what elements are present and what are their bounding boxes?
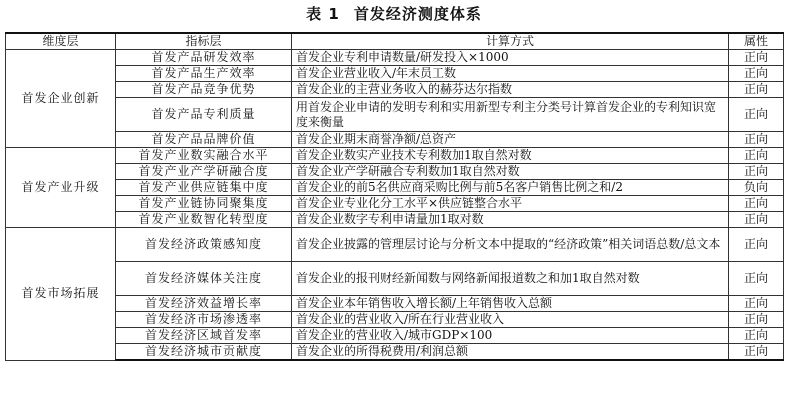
attribute-cell: 正向 (729, 132, 784, 148)
measurement-table (5, 32, 784, 361)
indicator-cell: 首发产业数实融合水平 (116, 148, 292, 164)
attribute-cell: 正向 (729, 328, 784, 344)
attribute-cell: 正向 (729, 312, 784, 328)
method-cell: 首发企业的营业收入/所在行业营业收入 (292, 312, 729, 328)
attribute-cell: 正向 (729, 344, 784, 361)
indicator-cell: 首发经济城市贡献度 (116, 344, 292, 361)
table-row (6, 328, 784, 344)
indicator-cell: 首发产品生产效率 (116, 66, 292, 82)
attribute-cell: 正向 (729, 164, 784, 180)
attribute-cell: 正向 (729, 196, 784, 212)
attribute-cell: 正向 (729, 296, 784, 312)
method-cell: 首发企业专业化分工水平×供应链整合水平 (292, 196, 729, 212)
table-row (6, 212, 784, 228)
method-cell: 首发企业的报刊财经新闻数与网络新闻报道数之和加1取自然对数 (292, 262, 729, 296)
table-row (6, 344, 784, 361)
table-row (6, 98, 784, 132)
indicator-cell: 首发产品竞争优势 (116, 82, 292, 98)
method-cell: 首发企业营业收入/年末员工数 (292, 66, 729, 82)
attribute-cell: 负向 (729, 180, 784, 196)
table-row (6, 50, 784, 66)
attribute-cell: 正向 (729, 50, 784, 66)
table-row (6, 296, 784, 312)
header-row (6, 33, 784, 50)
attribute-cell: 正向 (729, 228, 784, 262)
method-cell: 首发企业数字专利申请量加1取对数 (292, 212, 729, 228)
table-row (6, 132, 784, 148)
table-body (6, 50, 784, 361)
table-row (6, 262, 784, 296)
attribute-cell: 正向 (729, 212, 784, 228)
indicator-cell: 首发产业供应链集中度 (116, 180, 292, 196)
dimension-cell: 首发产业升级 (6, 148, 116, 228)
header-attribute: 属性 (729, 33, 784, 50)
method-cell: 首发企业的所得税费用/利润总额 (292, 344, 729, 361)
indicator-cell: 首发产品专利质量 (116, 98, 292, 132)
table-title-text: 首发经济测度体系 (353, 5, 482, 23)
method-cell: 首发企业产学研融合专利数加1取自然对数 (292, 164, 729, 180)
method-cell: 首发企业的营业收入/城市GDP×100 (292, 328, 729, 344)
method-cell: 首发企业的前5名供应商采购比例与前5名客户销售比例之和/2 (292, 180, 729, 196)
method-cell: 首发企业数实产业技术专利数加1取自然对数 (292, 148, 729, 164)
method-cell: 用首发企业申请的发明专利和实用新型专利主分类号计算首发企业的专利知识宽度来衡量 (292, 98, 729, 132)
table-row (6, 312, 784, 328)
method-cell: 首发企业的主营业务收入的赫芬达尔指数 (292, 82, 729, 98)
indicator-cell: 首发产业链协同聚集度 (116, 196, 292, 212)
method-cell: 首发企业期末商誉净额/总资产 (292, 132, 729, 148)
table-row (6, 228, 784, 262)
indicator-cell: 首发产品品牌价值 (116, 132, 292, 148)
indicator-cell: 首发经济区域首发率 (116, 328, 292, 344)
header-indicator: 指标层 (116, 33, 292, 50)
table-number: 表 1 (306, 5, 340, 23)
indicator-cell: 首发经济市场渗透率 (116, 312, 292, 328)
attribute-cell: 正向 (729, 148, 784, 164)
indicator-cell: 首发产业产学研融合度 (116, 164, 292, 180)
header-dimension: 维度层 (6, 33, 116, 50)
attribute-cell: 正向 (729, 98, 784, 132)
header-method: 计算方式 (292, 33, 729, 50)
table-row (6, 82, 784, 98)
table-row (6, 164, 784, 180)
indicator-cell: 首发经济媒体关注度 (116, 262, 292, 296)
method-cell: 首发企业专利申请数量/研发投入×1000 (292, 50, 729, 66)
attribute-cell: 正向 (729, 82, 784, 98)
dimension-cell: 首发市场拓展 (6, 228, 116, 361)
indicator-cell: 首发产品研发效率 (116, 50, 292, 66)
table-row (6, 196, 784, 212)
table-row (6, 180, 784, 196)
indicator-cell: 首发产业数智化转型度 (116, 212, 292, 228)
dimension-cell: 首发企业创新 (6, 50, 116, 148)
attribute-cell: 正向 (729, 66, 784, 82)
indicator-cell: 首发经济政策感知度 (116, 228, 292, 262)
table-row (6, 148, 784, 164)
table-row (6, 66, 784, 82)
attribute-cell: 正向 (729, 262, 784, 296)
indicator-cell: 首发经济效益增长率 (116, 296, 292, 312)
method-cell: 首发企业本年销售收入增长额/上年销售收入总额 (292, 296, 729, 312)
table-title (0, 3, 788, 24)
method-cell: 首发企业披露的管理层讨论与分析文本中提取的“经济政策”相关词语总数/总文本 (292, 228, 729, 262)
